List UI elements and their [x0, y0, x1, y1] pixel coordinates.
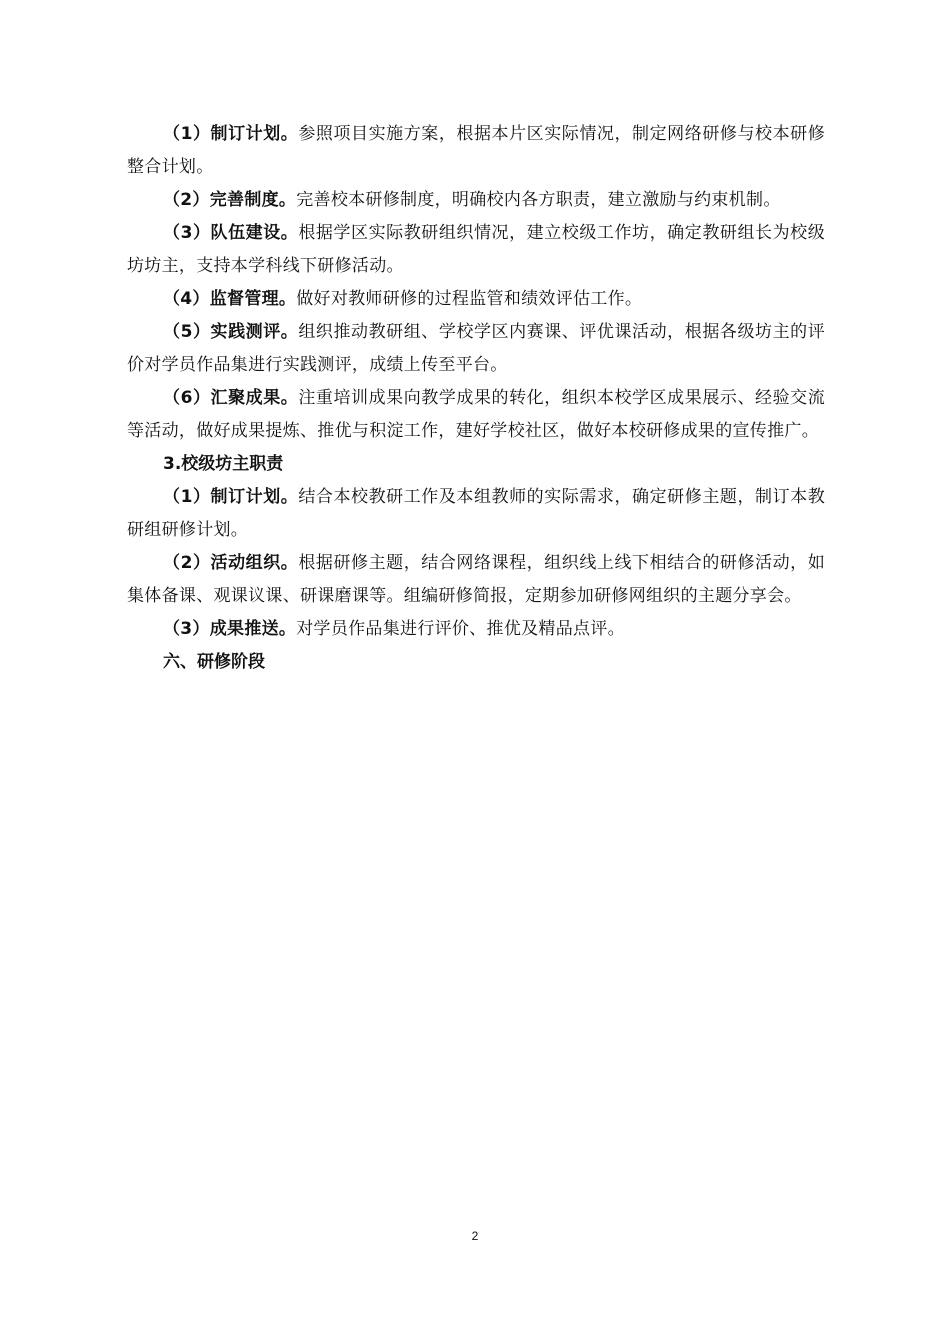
paragraph-lead: （3）队伍建设。	[163, 223, 299, 243]
paragraph-text: 做好对教师研修的过程监管和绩效评估工作。	[296, 289, 643, 309]
paragraph-text: 根据学区实际教研组织情况，建立校级工作坊，确定教研组长为校级坊坊主，支持本学科线下研修活动。	[127, 223, 825, 276]
paragraph-lead: （6）汇聚成果。	[163, 388, 299, 408]
paragraph-coach-plan	[127, 481, 825, 547]
paragraph-text: 参照项目实施方案，根据本片区实际情况，制定网络研修与校本研修整合计划。	[127, 124, 825, 177]
paragraph-lead: （3）成果推送。	[163, 619, 297, 639]
section-heading-stages: 六、研修阶段	[163, 652, 265, 672]
document-body	[127, 118, 825, 679]
section-heading-coach-duties: 3.校级坊主职责	[163, 454, 284, 474]
paragraph-text: 完善校本研修制度，明确校内各方职责，建立激励与约束机制。	[296, 190, 781, 210]
paragraph-lead: （1）制订计划。	[163, 487, 299, 507]
paragraph-system	[127, 184, 825, 217]
page-number: 2	[471, 1229, 479, 1243]
paragraph-evaluation	[127, 316, 825, 382]
paragraph-coach-results	[127, 613, 825, 646]
paragraph-text: 对学员作品集进行评价、推优及精品点评。	[296, 619, 625, 639]
paragraph-text: 结合本校教研工作及本组教师的实际需求，确定研修主题，制订本教研组研修计划。	[127, 487, 825, 540]
paragraph-lead: （4）监督管理。	[163, 289, 297, 309]
paragraph-lead: （1）制订计划。	[163, 124, 299, 144]
paragraph-lead: （2）活动组织。	[163, 553, 299, 573]
paragraph-lead: （2）完善制度。	[163, 190, 297, 210]
paragraph-plan	[127, 118, 825, 184]
paragraph-text: 根据研修主题，结合网络课程，组织线上线下相结合的研修活动，如集体备课、观课议课、研课磨课等。组编研修简报，定期参加研修网组织的主题分享会。	[127, 553, 825, 606]
paragraph-results	[127, 382, 825, 448]
paragraph-team	[127, 217, 825, 283]
paragraph-text: 组织推动教研组、学校学区内赛课、评优课活动，根据各级坊主的评价对学员作品集进行实践测评，成绩上传至平台。	[127, 322, 825, 375]
paragraph-supervision	[127, 283, 825, 316]
paragraph-coach-activity	[127, 547, 825, 613]
paragraph-lead: （5）实践测评。	[163, 322, 299, 342]
paragraph-text: 注重培训成果向教学成果的转化，组织本校学区成果展示、经验交流等活动，做好成果提炼、推优与积淀工作，建好学校社区，做好本校研修成果的宣传推广。	[127, 388, 825, 441]
